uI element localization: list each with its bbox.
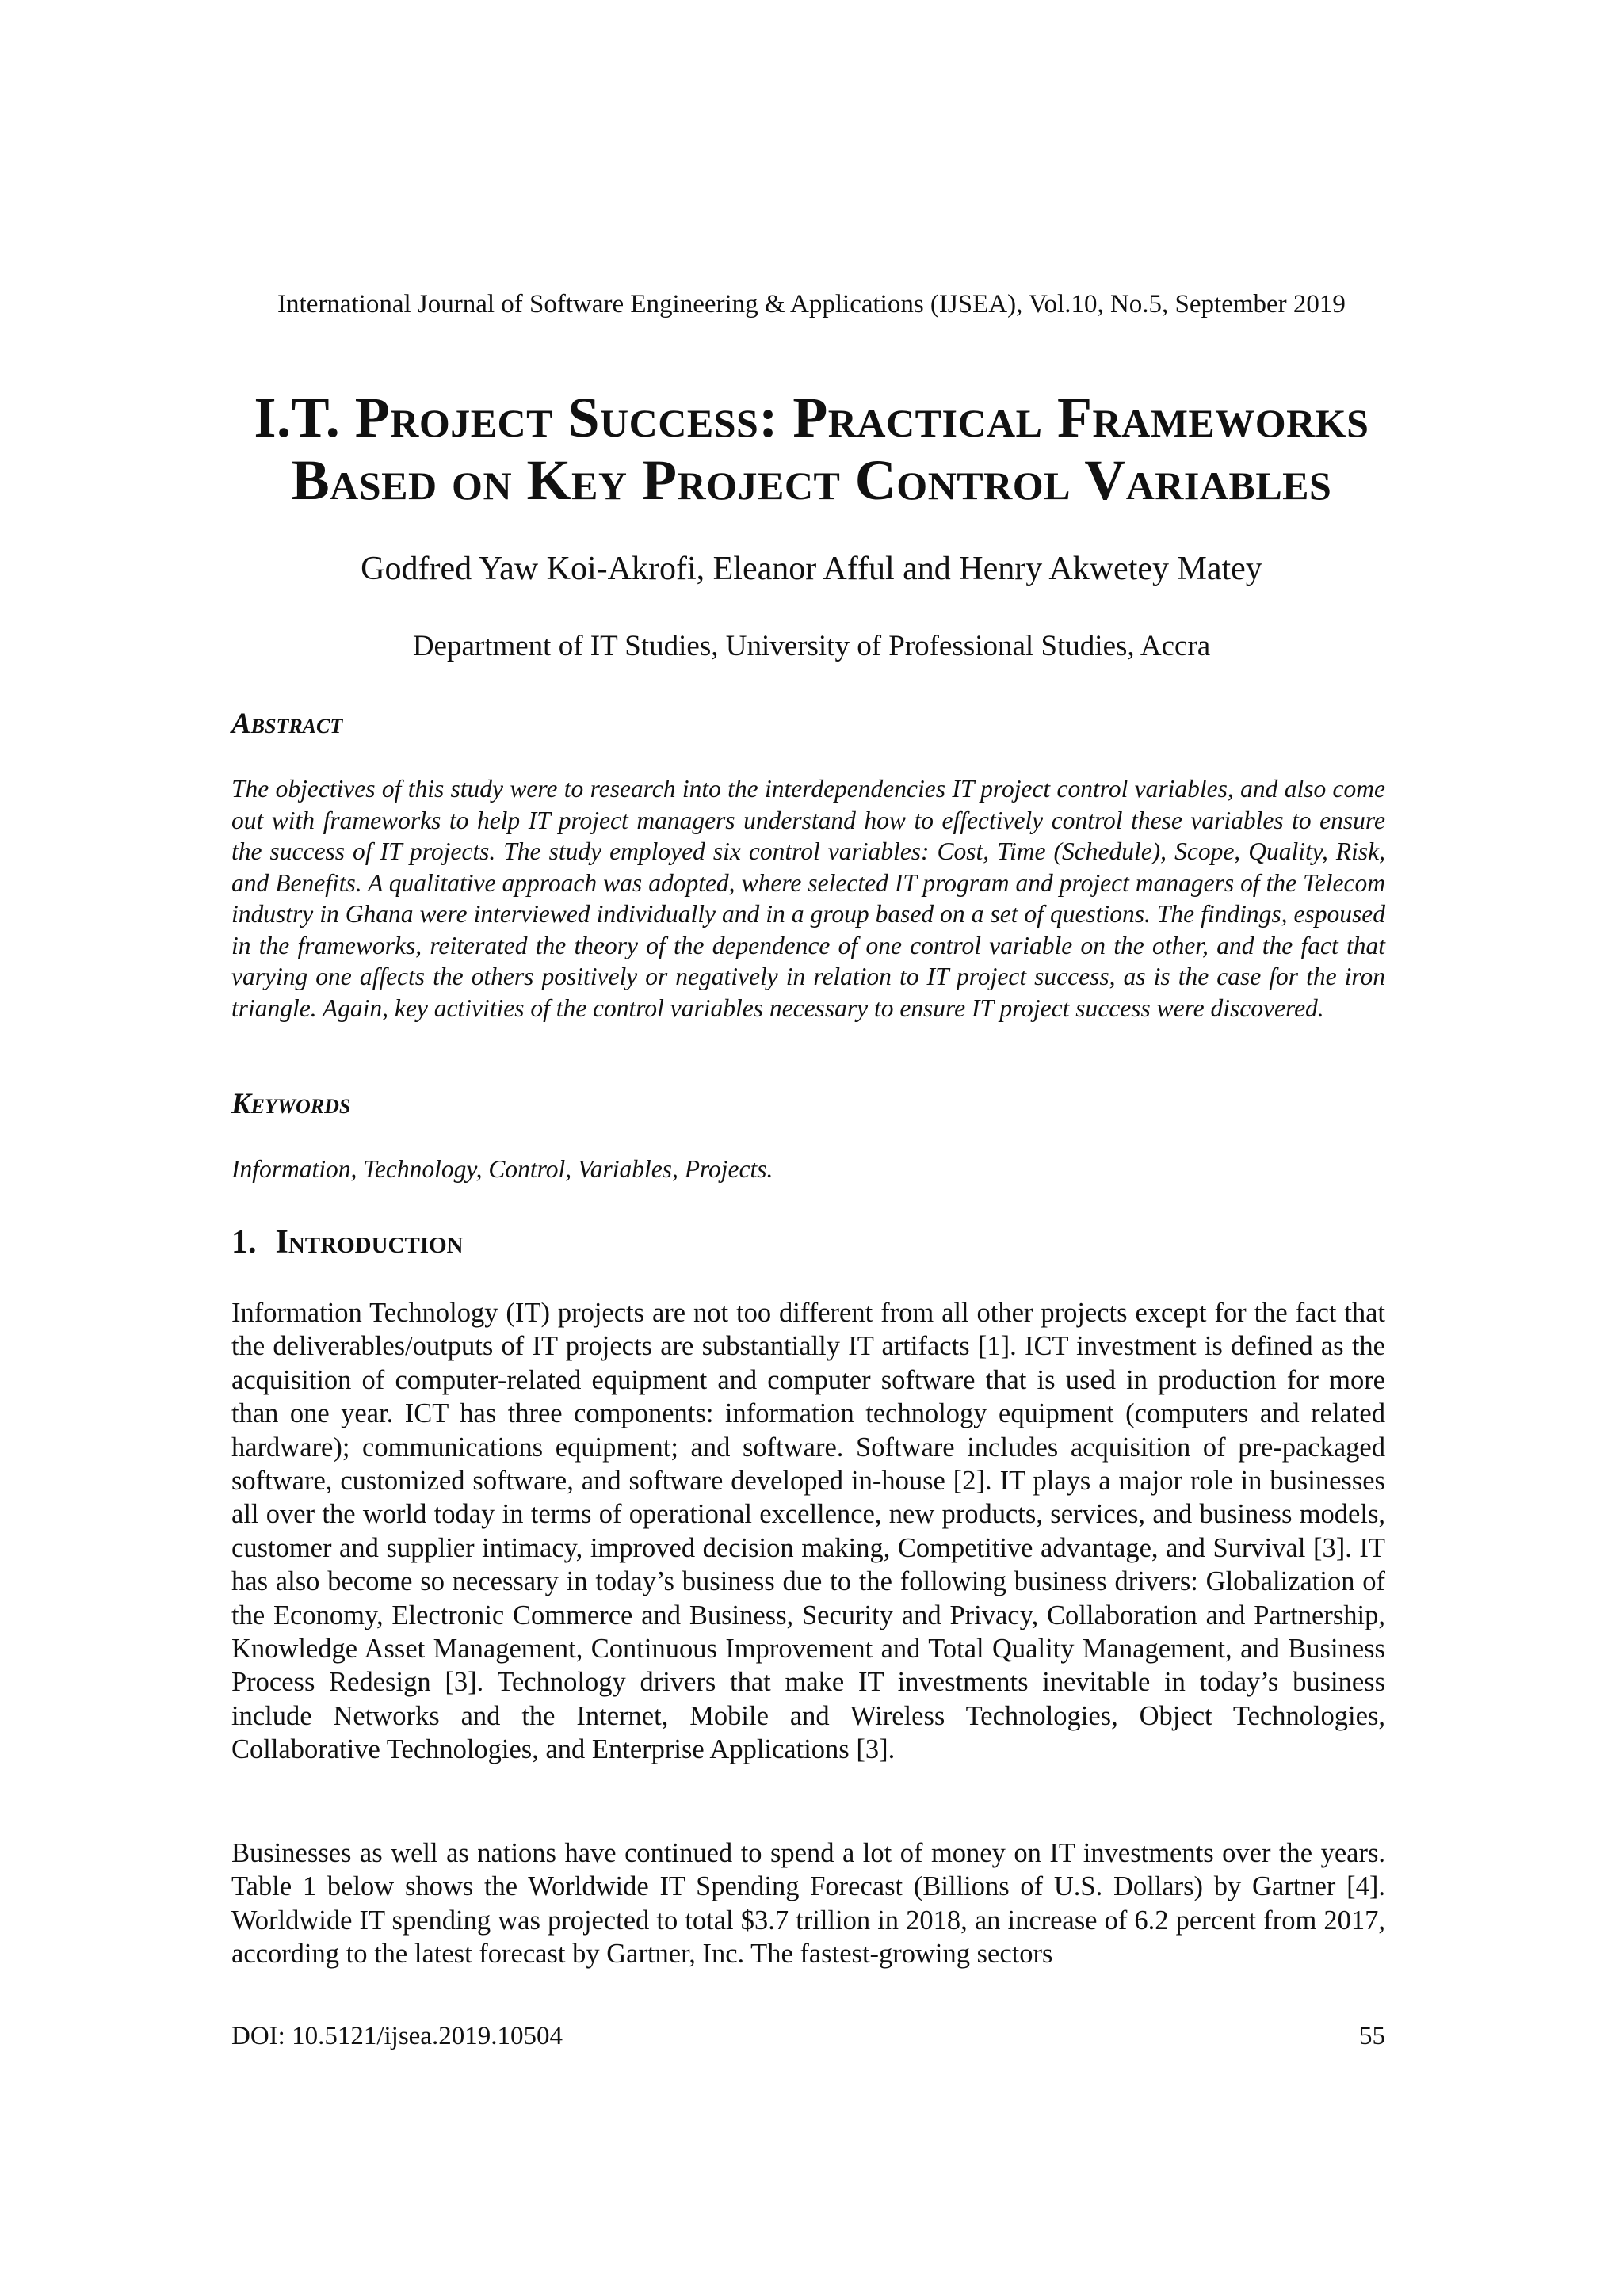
paper-title <box>0 387 1623 512</box>
keywords-text: Information, Technology, Control, Variables, Projects. <box>231 1155 773 1183</box>
section-title: Introduction <box>275 1224 464 1261</box>
affiliation: Department of IT Studies, University of Professional Studies, Accra <box>412 630 1211 662</box>
abstract-text: The objectives of this study were to research into the interdependencies IT project control variables, and also come out with frameworks to help IT project managers understand how to effectively control these variables to ensure the success of IT projects. The study employed six control variables: Cost, Time (Schedule), Scope, Quality, Risk, and Benefits. A qualitative approach was adopted, where selected IT program and project managers of the Telecom industry in Ghana were interviewed individually and in a group based on a set of questions. The findings, espoused in the frameworks, reiterated the theory of the dependence of one control variable on the other, and the fact that varying one affects the others positively or negatively in relation to IT project success, as is the case for the iron triangle. Again, key activities of the control variables necessary to ensure IT project success were discovered. <box>231 775 1385 1022</box>
page-number: 55 <box>1359 2022 1385 2050</box>
title-line-2: Based on Key Project Control Variables <box>291 448 1332 513</box>
footer-doi: DOI: 10.5121/ijsea.2019.10504 <box>231 2022 563 2050</box>
introduction-heading <box>231 1223 464 1261</box>
title-line-1: I.T. Project Success: Practical Frameworks <box>254 386 1369 449</box>
journal-header: International Journal of Software Engineering & Applications (IJSEA), Vol.10, No.5, September 2019 <box>277 290 1346 318</box>
abstract-heading: Abstract <box>231 707 343 740</box>
introduction-paragraph-2: Businesses as well as nations have continued to spend a lot of money on IT investments over the years. Table 1 below shows the Worldwide IT Spending Forecast (Billions of U.S. Dollars) by Gartner [4]. Worldwide IT spending was projected to total $3.7 trillion in 2018, an increase of 6.2 percent from 2017, according to the latest forecast by Gartner, Inc. The fastest-growing sectors <box>231 1838 1385 1970</box>
introduction-paragraph-1: Information Technology (IT) projects are not too different from all other projects except for the fact that the deliverables/outputs of IT projects are substantially IT artifacts [1]. ICT investment is defined as the acquisition of computer-related equipment and computer software that is used in production for more than one year. ICT has three components: information technology equipment (computers and related hardware); communications equipment; and software. Software includes acquisition of pre-packaged software, customized software, and software developed in-house [2]. IT plays a major role in businesses all over the world today in terms of operational excellence, new products, services, and business models, customer and supplier intimacy, improved decision making, Competitive advantage, and Survival [3]. IT has also become so necessary in today’s business due to the following business drivers: Globalization of the Economy, Electronic Commerce and Business, Security and Privacy, Collaboration and Partnership, Knowledge Asset Management, Continuous Improvement and Total Quality Management, and Business Process Redesign [3]. Technology drivers that make IT investments inevitable in today’s business include Networks and the Internet, Mobile and Wireless Technologies, Object Technologies, Collaborative Technologies, and Enterprise Applications [3]. <box>231 1298 1385 1765</box>
authors: Godfred Yaw Koi-Akrofi, Eleanor Afful and Henry Akwetey Matey <box>361 551 1262 587</box>
keywords-heading: Keywords <box>231 1088 351 1120</box>
section-number: 1. <box>231 1224 257 1261</box>
